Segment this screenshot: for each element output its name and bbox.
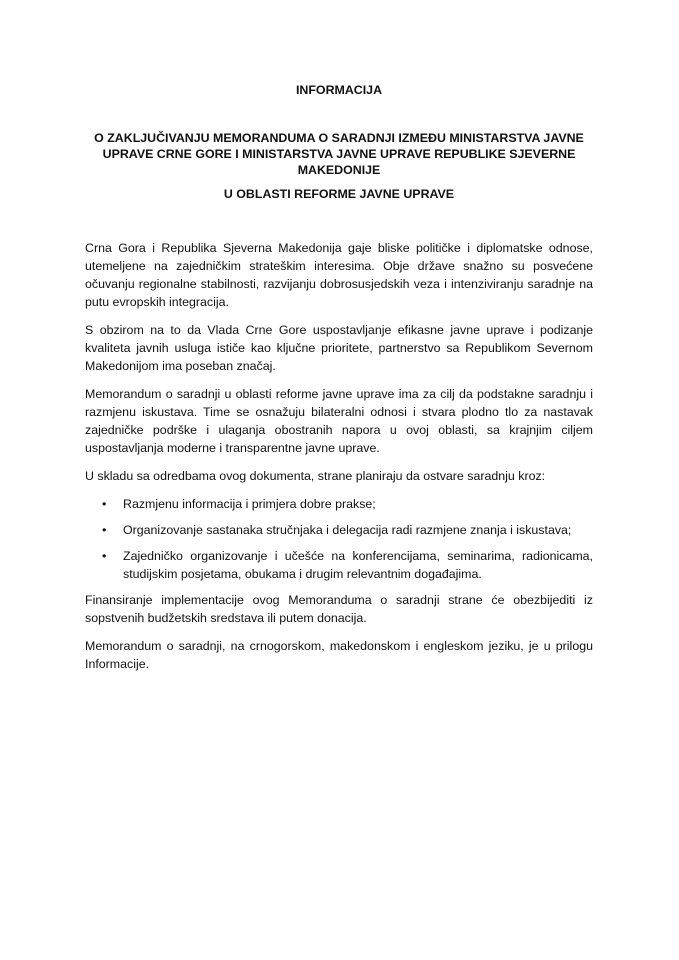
paragraph-memorandum-goal: Memorandum o saradnji u oblasti reforme javne uprave ima za cilj da podstakne saradnju i razmjenu iskustava. Time se osnažuju bilateralni odnosi i stvara plodno tlo za nastavak zajedničke podrške i ulaganja obostranih napora u ovoj oblasti, sa krajnjim ciljem uspostavljanja moderne i transparentne javne uprave.: [85, 387, 593, 455]
list-item-text: Organizovanje sastanaka stručnjaka i delegacija radi razmjene znanja i iskustava;: [123, 523, 572, 537]
bullet-icon: •: [102, 497, 107, 511]
list-item: [85, 547, 593, 583]
paragraph-priorities: S obzirom na to da Vlada Crne Gore uspostavljanje efikasne javne uprave i podizanje kvaliteta javnih usluga ističe kao ključne prioritete, partnerstvo sa Republikom Severnom Makedonijom ima poseban značaj.: [85, 323, 593, 373]
bullet-icon: •: [102, 523, 107, 537]
document-body: [85, 82, 593, 683]
document-area: U OBLASTI REFORME JAVNE UPRAVE: [223, 187, 455, 201]
list-item: [85, 495, 593, 513]
list-item: [85, 521, 593, 539]
list-item-text: Razmjenu informacija i primjera dobre prakse;: [123, 497, 376, 511]
bullet-icon: •: [102, 549, 107, 563]
cooperation-list: [85, 495, 593, 583]
paragraph-relations: Crna Gora i Republika Sjeverna Makedonija gaje bliske političke i diplomatske odnose, utemeljene na zajedničkim strateškim interesima. Obje države snažno su posvećene očuvanju regionalne stabilnosti, razvijanju dobrosusjedskih veza i intenziviranju saradnje na putu evropskih integracija.: [85, 241, 593, 309]
document-subject: O ZAKLJUČIVANJU MEMORANDUMA O SARADNJI IZMEĐU MINISTARSTVA JAVNE UPRAVE CRNE GORE I MINISTARSTVA JAVNE UPRAVE REPUBLIKE SJEVERNE MAKEDONIJE: [94, 131, 584, 177]
document-title: INFORMACIJA: [295, 83, 383, 97]
paragraph-cooperation-intro: U skladu sa odredbama ovog dokumenta, strane planiraju da ostvare saradnju kroz:: [85, 469, 546, 483]
paragraph-financing: Finansiranje implementacije ovog Memoranduma o saradnji strane će obezbijediti iz sopstvenih budžetskih sredstava ili putem donacija.: [85, 593, 593, 625]
list-item-text: Zajedničko organizovanje i učešće na konferencijama, seminarima, radionicama, studijskim posjetama, obukama i drugim relevantnim događajima.: [123, 549, 593, 581]
paragraph-attachment: Memorandum o saradnji, na crnogorskom, makedonskom i engleskom jeziku, je u prilogu Informacije.: [85, 639, 593, 671]
